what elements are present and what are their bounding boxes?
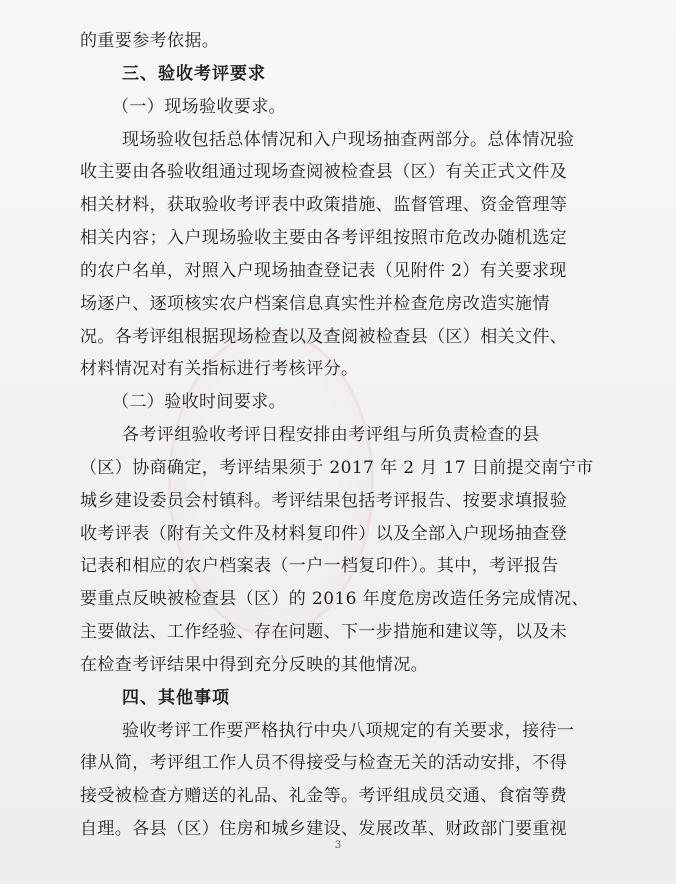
text-line: 收主要由各验收组通过现场查阅被检查县（区）有关正式文件及 [80,162,568,182]
text-line: 况。各考评组根据现场检查以及查阅被检查县（区）相关文件、 [80,327,568,347]
text-line: 主要做法、工作经验、存在问题、下一步措施和建议等，以及未 [80,622,568,642]
text-line: 验收考评工作要严格执行中央八项规定的有关要求，接待一 [122,721,575,741]
text-line: 记表和相应的农户档案表（一户一档复印件）。其中，考评报告 [80,556,559,576]
page-number: 3 [334,840,342,851]
text-line: 的农户名单，对照入户现场抽查登记表（见附件 2）有关要求现 [80,261,567,281]
subsection-heading: （二）验收时间要求。 [112,392,286,412]
subsection-heading: （一）现场验收要求。 [112,97,286,117]
text-line: 的重要参考依据。 [80,31,220,51]
text-line: 各考评组验收考评日程安排由考评组与所负责检查的县 [122,425,540,445]
text-line: 相关内容；入户现场验收主要由各考评组按照市危改办随机选定 [80,228,568,248]
section-heading: 四、其他事项 [122,688,230,708]
text-line: 场逐户、逐项核实农户档案信息真实性并检查危房改造实施情 [80,294,550,314]
text-line: 在检查考评结果中得到充分反映的其他情况。 [80,655,428,675]
text-line: 材料情况对有关指标进行考核评分。 [80,359,359,379]
text-line: 律从简，考评组工作人员不得接受与检查无关的活动安排，不得 [80,753,568,773]
text-line: 城乡建设委员会村镇科。考评结果包括考评报告、按要求填报验 [80,491,568,511]
text-line: 相关材料，获取验收考评表中政策措施、监督管理、资金管理等 [80,195,568,215]
text-line: 自理。各县（区）住房和城乡建设、发展改革、财政部门要重视 [80,819,568,839]
text-line: 收考评表（附有关文件及材料复印件）以及全部入户现场抽查登 [80,524,568,544]
text-line: 要重点反映被检查县（区）的 2016 年度危房改造任务完成情况、 [80,589,589,609]
text-line: 接受被检查方赠送的礼品、礼金等。考评组成员交通、食宿等费 [80,786,568,806]
section-heading: 三、验收考评要求 [122,64,266,84]
text-line: 现场验收包括总体情况和入户现场抽查两部分。总体情况验 [122,130,575,150]
text-line: （区）协商确定，考评结果须于 2017 年 2 月 17 日前提交南宁市 [80,458,594,478]
